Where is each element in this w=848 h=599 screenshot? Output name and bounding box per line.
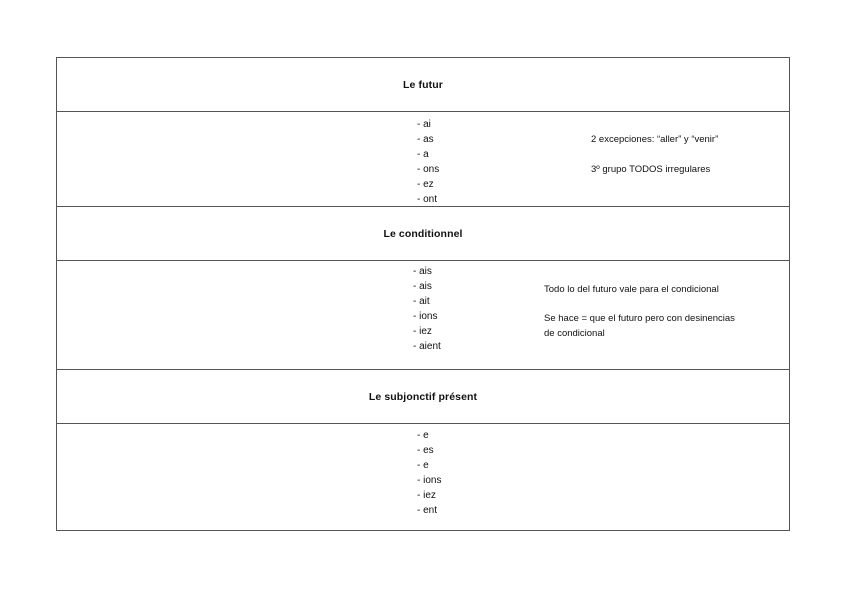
section-header-conditionnel [57,207,789,261]
section-body-subjonctif [57,424,789,531]
note-same-as-future: Todo lo del futuro vale para el condicional [544,284,719,295]
ending-item: - as [417,134,434,145]
ending-item: - ais [413,266,432,277]
ending-item: - e [417,430,429,441]
section-title-futur: Le futur [403,79,443,91]
note-how-formed: Se hace = que el futuro pero con desinencias [544,313,735,324]
section-title-subjonctif: Le subjonctif présent [368,391,478,403]
section-header-futur [57,58,789,112]
ending-item: - ent [417,505,438,516]
endings-list-futur [417,117,439,207]
note-how-formed-cont: de condicional [544,328,605,339]
section-body-conditionnel [57,261,789,370]
note-third-group: 3º grupo TODOS irregulares [591,164,711,175]
ending-item: - e [417,460,429,471]
ending-item: - ont [417,194,438,205]
section-title-conditionnel: Le conditionnel [383,228,463,240]
ending-item: - a [417,149,429,160]
ending-item: - ions [417,475,442,486]
ending-item: - ions [413,311,438,322]
ending-item: - iez [413,326,432,337]
ending-item: - aient [413,341,441,352]
endings-list-subjonctif [417,428,441,518]
endings-list-conditionnel [413,264,441,354]
ending-item: - es [417,445,434,456]
section-body-futur [57,112,789,207]
note-exceptions: 2 excepciones: “aller” y “venir” [591,134,719,145]
ending-item: - ez [417,179,434,190]
ending-item: - ons [417,164,440,175]
conjugation-table [56,57,790,531]
ending-item: - ais [413,281,432,292]
ending-item: - ai [417,119,431,130]
ending-item: - ait [413,296,430,307]
ending-item: - iez [417,490,436,501]
section-header-subjonctif [57,370,789,424]
